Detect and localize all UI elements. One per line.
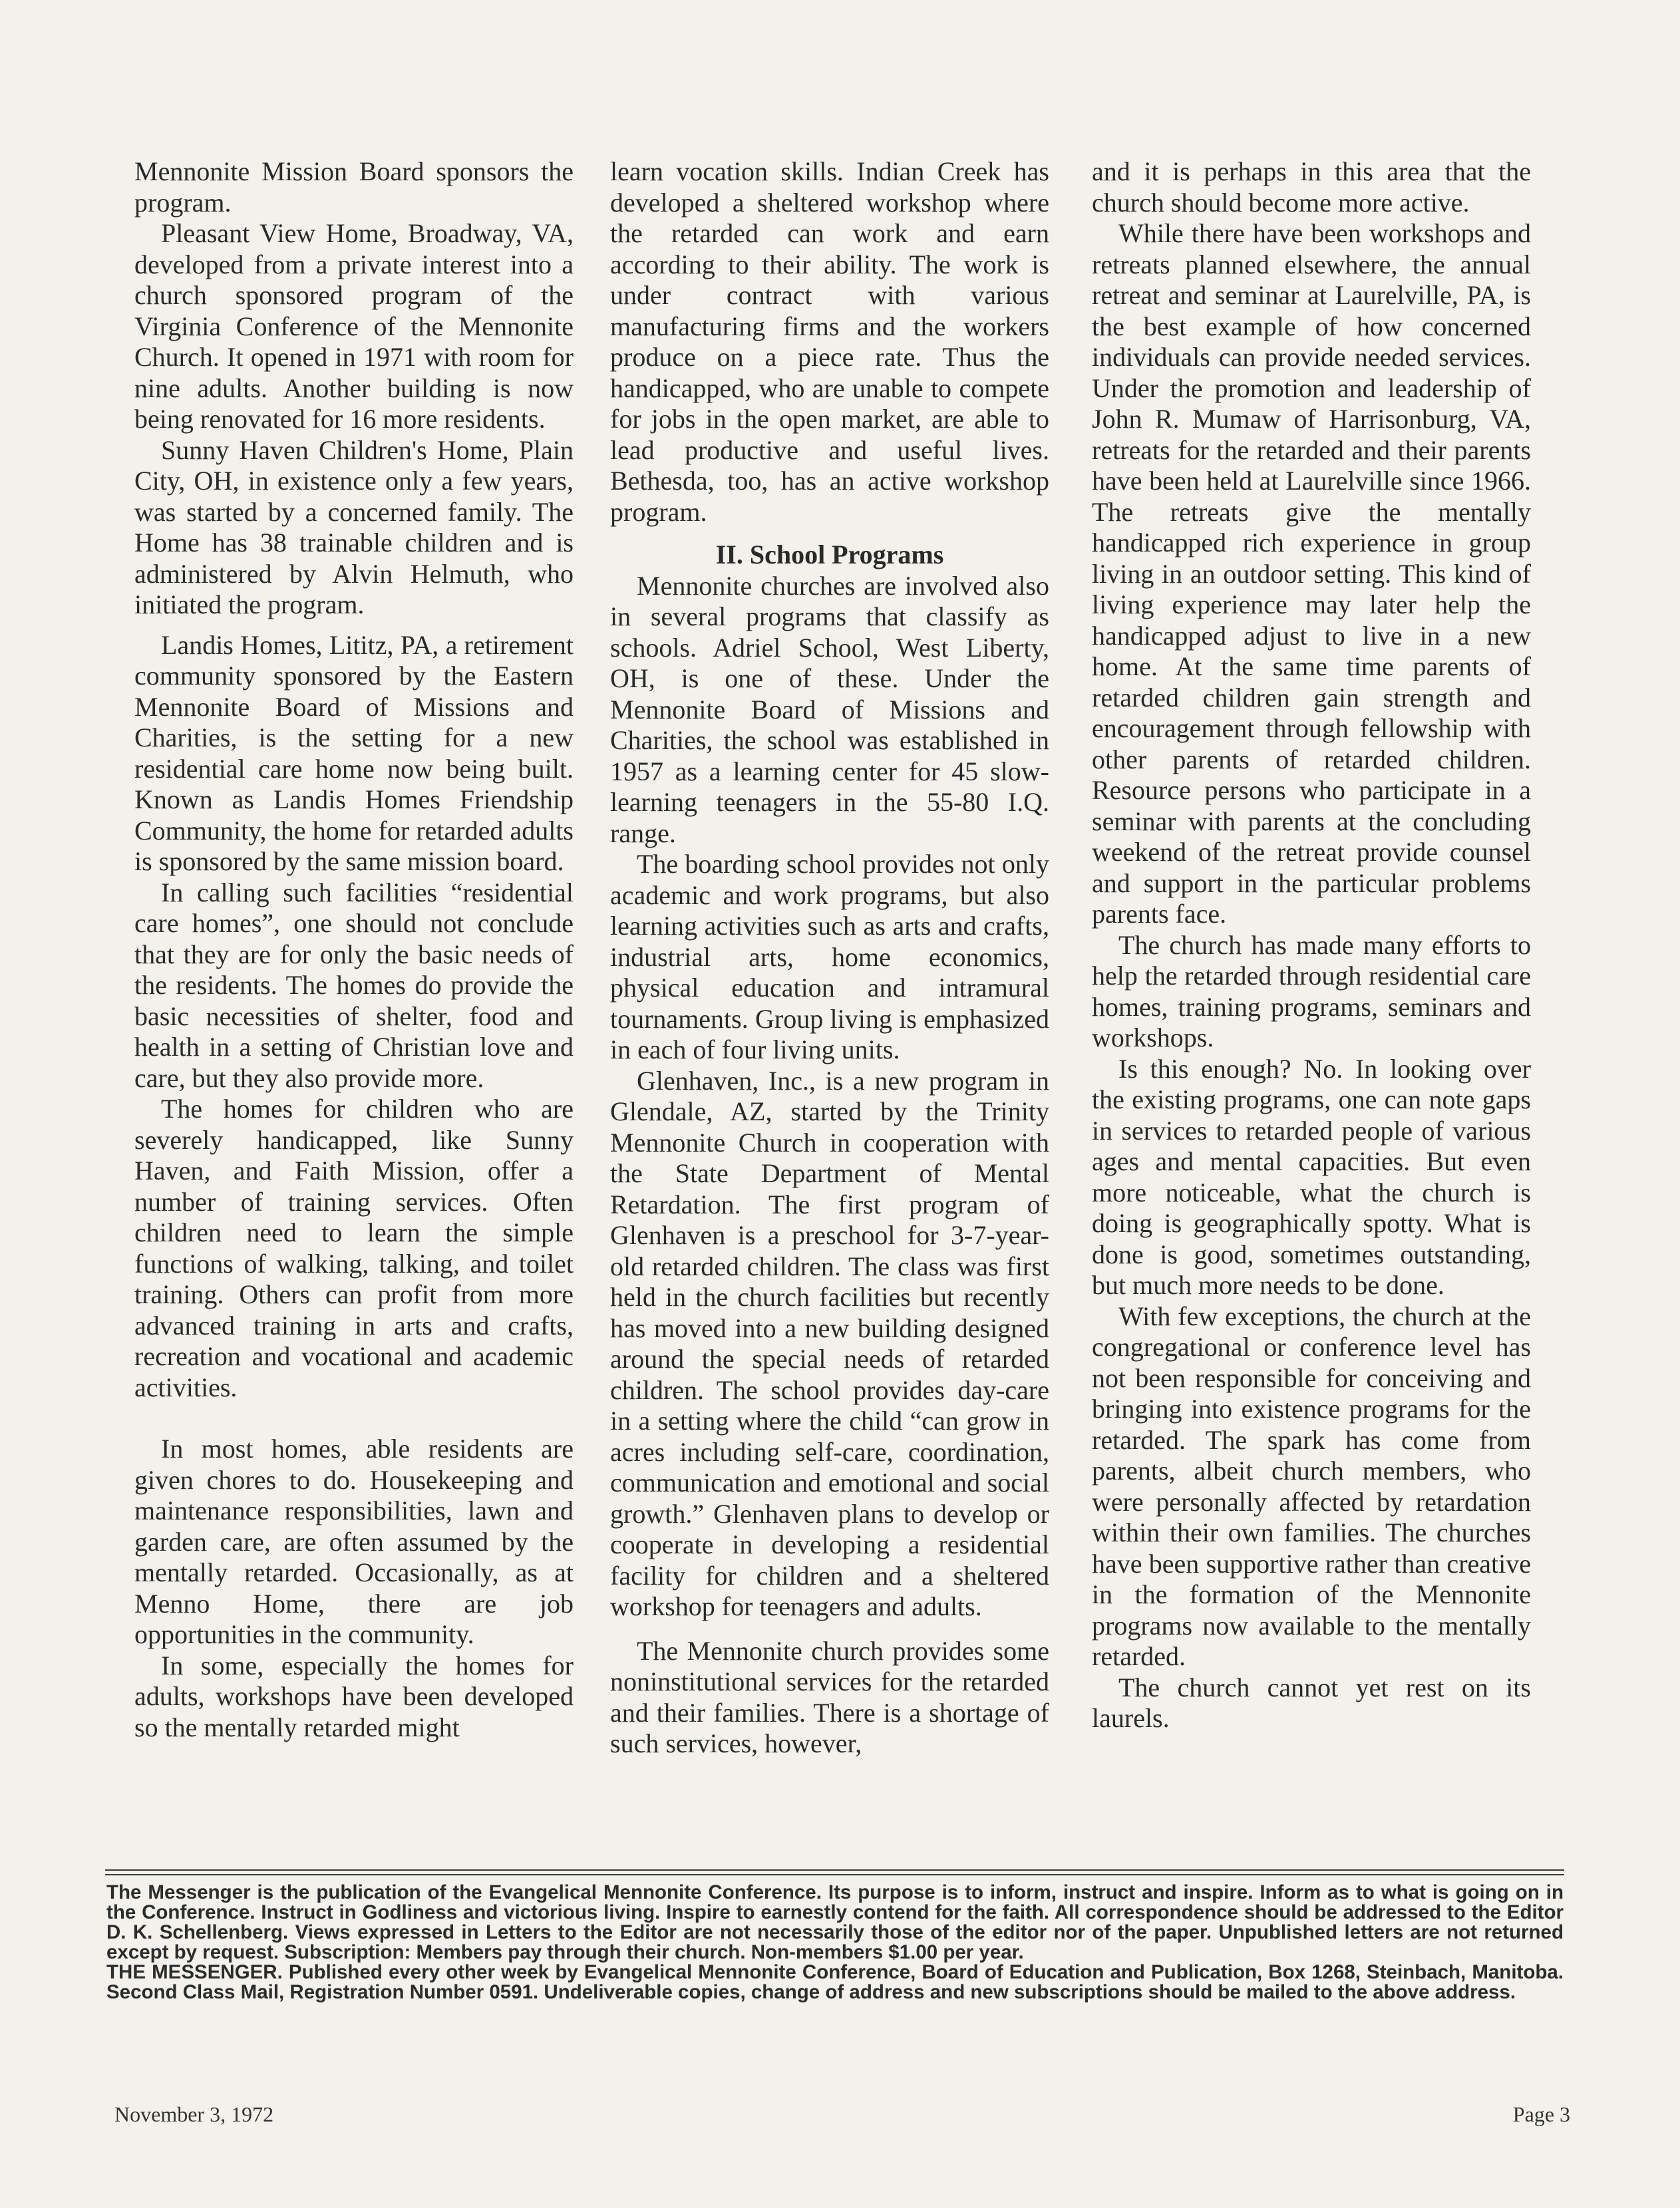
article-column-3 — [1092, 156, 1531, 1734]
paragraph: The homes for children who are severely handicapped, like Sunny Haven, and Faith Mission, offer a number of training services. Often children need to learn the simple functions of walking, talking, and toilet training. Others can profit from more advanced training in arts and crafts, recreation and vocational and academic activities. — [134, 1094, 574, 1402]
article-column-2 — [610, 156, 1049, 1760]
paragraph: The church cannot yet rest on its laurels. — [1092, 1672, 1531, 1733]
paragraph: The church has made many efforts to help the retarded through residential care homes, training programs, seminars and workshops. — [1092, 929, 1531, 1052]
issue-date: November 3, 1972 — [114, 2102, 274, 2126]
paragraph: learn vocation skills. Indian Creek has developed a sheltered workshop where the retarded can work and earn according to their ability. The work is under contract with various manufacturing firms and the workers produce on a piece rate. Thus the handicapped, who are unable to compete for jobs in the open market, are able to lead productive and useful lives. Bethesda, too, has an active workshop program. — [610, 156, 1049, 527]
paragraph: The Mennonite church provides some noninstitutional services for the retarded and their families. There is a shortage of such services, however, — [610, 1635, 1049, 1758]
paragraph: Mennonite churches are involved also in several programs that classify as schools. Adriel School, West Liberty, OH, is one of these. Under the Mennonite Board of Missions and Charities, the school was established in 1957 as a learning center for 45 slow-learning teenagers in the 55-80 I.Q. range. — [610, 570, 1049, 848]
masthead-text: Published every other week by Evangelical Mennonite Conference, Board of Education and Publication, Box 1268, Steinbach, Manitoba. Second Class Mail, Registration Number 0591. Undeliverable copies, change of address and new subscriptions should be mailed to the above address. — [106, 1961, 1564, 2003]
paragraph: In most homes, able residents are given chores to do. Housekeeping and maintenance responsibilities, lawn and garden care, are often assumed by the mentally retarded. Occasionally, as at Menno Home, there are job opportunities in the community. — [134, 1434, 574, 1649]
paragraph: Pleasant View Home, Broadway, VA, developed from a private interest into a church sponsored program of the Virginia Conference of the Mennonite Church. It opened in 1971 with room for nine adults. Another building is now being renovated for 16 more residents. — [134, 218, 574, 434]
footer-divider — [105, 1869, 1564, 1871]
paragraph: In some, especially the homes for adults, workshops have been developed so the mentally retarded might — [134, 1650, 574, 1742]
page-number: Page 3 — [1512, 2102, 1570, 2126]
paragraph: The boarding school provides not only academic and work programs, but also learning activities such as arts and crafts, industrial arts, home economics, physical education and intramural tournaments. Group living is emphasized in each of four living units. — [610, 849, 1049, 1064]
paragraph: Mennonite Mission Board sponsors the program. — [134, 156, 574, 218]
section-heading: II. School Programs — [715, 540, 944, 569]
paragraph: With few exceptions, the church at the congregational or conference level has not been responsible for conceiving and bringing into existence programs for the retarded. The spark has come from parents, albeit church members, who were personally affected by retardation within their own families. The churches have been supportive rather than creative in the formation of the Mennonite programs now available to the mentally retarded. — [1092, 1301, 1531, 1671]
paragraph: Glenhaven, Inc., is a new program in Glendale, AZ, started by the Trinity Mennonite Church in cooperation with the State Department of Mental Retardation. The first program of Glenhaven is a preschool for 3-7-year-old retarded children. The class was first held in the church facilities but recently has moved into a new building designed around the special needs of retarded children. The school provides day-care in a setting where the child “can grow in acres including self-care, coordination, communication and emotional and social growth.” Glenhaven plans to develop or cooperate in developing a residential facility for children and a sheltered workshop for teenagers and adults. — [610, 1065, 1049, 1621]
paragraph: and it is perhaps in this area that the church should become more active. — [1092, 156, 1531, 218]
paragraph: Sunny Haven Children's Home, Plain City, OH, in existence only a few years, was started by a concerned family. The Home has 38 trainable children and is administered by Alvin Helmuth, who initiated the program. — [134, 434, 574, 619]
paragraph: In calling such facilities “residential care homes”, one should not conclude that they are for only the basic needs of the residents. The homes do provide the basic necessities of shelter, food and health in a setting of Christian love and care, but they also provide more. — [134, 877, 574, 1093]
paragraph: Is this enough? No. In looking over the existing programs, one can note gaps in services to retarded people of various ages and mental capacities. But even more noticeable, what the church is doing is geographically spotty. What is done is good, sometimes outstanding, but much more needs to be done. — [1092, 1053, 1531, 1300]
footer-divider — [105, 1874, 1564, 1875]
publication-statement: The Messenger is the publication of the Evangelical Mennonite Conference. Its purpose is to inform, instruct and inspire. Inform as to what is going on in the Conference. Instruct in Godliness and victorious living. Inspire to earnestly contend for the faith. All correspondence should be addressed to the Editor D. K. Schellenberg. Views expressed in Letters to the Editor are not necessarily those of the editor nor of the paper. Unpublished letters are not returned except by request. Subscription: Members pay through their church. Non-members $1.00 per year. — [106, 1881, 1564, 1963]
paragraph: Landis Homes, Lititz, PA, a retirement community sponsored by the Eastern Mennonite Board of Missions and Charities, is the setting for a new residential care home now being built. Known as Landis Homes Friendship Community, the home for retarded adults is sponsored by the same mission board. — [134, 629, 574, 876]
masthead-name: THE MESSENGER. — [106, 1961, 283, 1983]
paragraph: While there have been workshops and retreats planned elsewhere, the annual retreat and seminar at Laurelville, PA, is the best example of how concerned individuals can provide needed services. Under the promotion and leadership of John R. Mumaw of Harrisonburg, VA, retreats for the retarded and their parents have been held at Laurelville since 1966. The retreats give the mentally handicapped rich experience in group living in an outdoor setting. This kind of living experience may later help the handicapped adjust to live in a new home. At the same time parents of retarded children gain strength and encouragement through fellowship with other parents of retarded children. Resource persons who participate in a seminar with parents at the concluding weekend of the retreat provide counsel and support in the particular problems parents face. — [1092, 218, 1531, 929]
article-column-1 — [134, 156, 574, 1743]
masthead-line — [106, 1963, 1564, 2002]
publication-footer — [106, 1883, 1564, 2002]
